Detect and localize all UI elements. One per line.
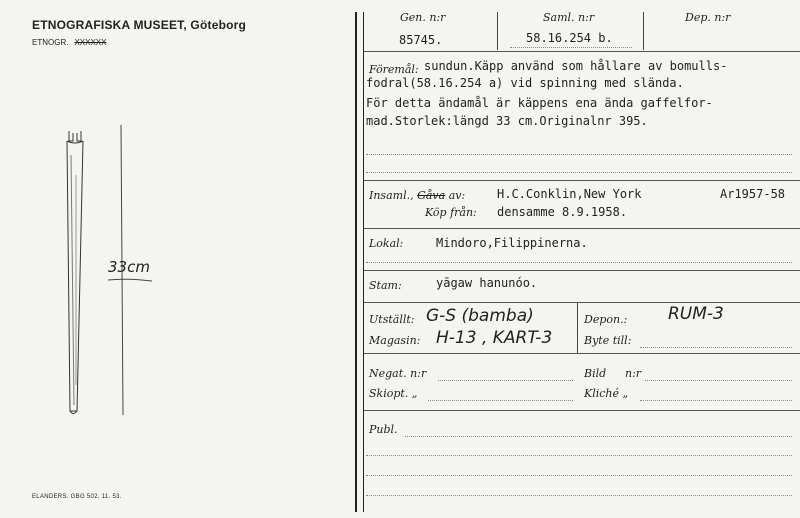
kliche-label: Kliché „	[584, 387, 629, 400]
publ-dots-4	[366, 495, 792, 496]
card-left-border	[355, 12, 357, 512]
negat-label: Negat. n:r	[369, 367, 427, 380]
etnogr-struck: XXXXXX	[74, 38, 107, 47]
lokal-dots	[366, 262, 792, 263]
saml-nr-label: Saml. n:r	[543, 11, 595, 24]
top-divider-2	[643, 12, 644, 50]
insaml-label	[369, 189, 465, 202]
foremal-label: Föremål:	[369, 63, 419, 76]
skiopt-label: Skiopt. „	[369, 387, 418, 400]
size-note-underline	[106, 276, 156, 284]
card-inner-border	[363, 12, 364, 512]
row-sep-6	[364, 353, 800, 354]
insaml-value: H.C.Conklin,New York	[497, 187, 642, 201]
row-sep-5	[364, 302, 800, 303]
foremal-line-1: sundun.Käpp använd som hållare av bomulls-	[424, 59, 728, 73]
depon-label: Depon.:	[584, 313, 628, 326]
row-sep-4	[364, 270, 800, 271]
museum-title: ETNOGRAFISKA MUSEET, Göteborg	[32, 18, 247, 32]
foremal-dots-1	[366, 154, 792, 155]
kop-value: densamme 8.9.1958.	[497, 205, 628, 219]
magasin-value: H-13 , KART-3	[436, 328, 553, 348]
byte-dots	[640, 347, 792, 348]
kop-label: Köp från:	[425, 206, 477, 219]
saml-nr-value: 58.16.254 b.	[526, 31, 613, 45]
utstallt-divider	[577, 303, 578, 353]
row-sep-7	[364, 410, 800, 411]
dep-nr-label: Dep. n:r	[685, 11, 731, 24]
row-sep-3	[364, 228, 800, 229]
utstallt-value: G-S (bamba)	[426, 306, 534, 326]
lokal-value: Mindoro,Filippinerna.	[436, 236, 588, 250]
saml-dots	[510, 47, 632, 48]
gen-nr-value: 85745.	[399, 33, 443, 47]
utstallt-label: Utställt:	[369, 313, 415, 326]
publ-dots-1	[405, 436, 792, 437]
foremal-line-3: För detta ändamål är käppens ena ända gaffelfor-	[366, 96, 713, 110]
etnogr-text: ETNOGR.	[32, 38, 69, 47]
publ-dots-3	[366, 475, 792, 476]
insaml-text: Insaml.,	[369, 189, 414, 202]
bild-nr-label: n:r	[625, 367, 642, 380]
negat-dots	[438, 380, 573, 381]
top-divider-1	[497, 12, 498, 50]
gen-nr-label: Gen. n:r	[400, 11, 446, 24]
bild-dots	[645, 380, 792, 381]
insaml-struck: Gåva	[417, 189, 446, 202]
row-sep-2	[364, 180, 800, 181]
byte-label: Byte till:	[584, 334, 632, 347]
skiopt-dots	[428, 400, 573, 401]
foremal-dots-2	[366, 172, 792, 173]
stam-value: yāgaw hanunóo.	[436, 276, 538, 290]
kliche-dots	[640, 400, 792, 401]
publ-label: Publ.	[369, 423, 398, 436]
size-note: 33cm	[108, 258, 150, 276]
stam-label: Stam:	[369, 279, 402, 292]
row-sep-1	[364, 51, 800, 52]
foremal-line-4: mad.Storlek:längd 33 cm.Originalnr 395.	[366, 114, 648, 128]
lokal-label: Lokal:	[369, 237, 404, 250]
foremal-line-2: fodral(58.16.254 a) vid spinning med slända.	[366, 76, 684, 90]
bild-label: Bild	[584, 367, 607, 380]
depon-value: RUM-3	[668, 304, 724, 324]
printer-imprint: ELANDERS. GBG 502. 11. 53.	[32, 494, 122, 500]
publ-dots-2	[366, 455, 792, 456]
etnogr-label	[32, 38, 106, 47]
magasin-label: Magasin:	[369, 334, 421, 347]
insaml-year: Ar1957-58	[720, 187, 786, 201]
av-text: av:	[448, 189, 466, 202]
